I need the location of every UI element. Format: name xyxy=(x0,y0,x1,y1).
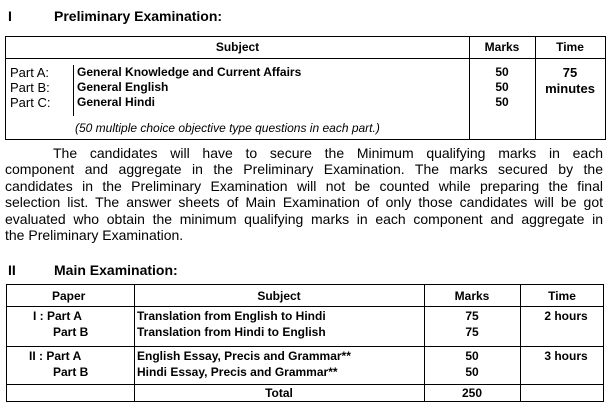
part-c-marks: 50 xyxy=(495,95,509,109)
main-exam-table xyxy=(6,284,604,402)
paper-2-subject-a: English Essay, Precis and Grammar** xyxy=(137,349,351,363)
paragraph-line: evaluated who obtain the minimum qualifying marks in each component and aggregate in xyxy=(5,210,603,227)
header-marks: Marks xyxy=(484,40,520,54)
paper-2-part-a: II : Part A xyxy=(29,349,82,363)
preliminary-exam-table xyxy=(5,36,606,140)
table-divider xyxy=(7,346,603,347)
part-c-subject: General Hindi xyxy=(77,95,156,109)
paragraph-line: the Preliminary Examination. xyxy=(5,227,184,244)
table-note: (50 multiple choice objective type questions in each part.) xyxy=(75,121,380,135)
header-subject: Subject xyxy=(257,289,301,303)
eligibility-paragraph xyxy=(5,145,603,243)
part-a-marks: 50 xyxy=(495,65,509,79)
time-value: 75 xyxy=(562,65,578,80)
paper-2-part-b: Part B xyxy=(53,365,89,379)
header-subject: Subject xyxy=(215,40,260,54)
section-1-title: Preliminary Examination: xyxy=(54,8,223,24)
total-value: 250 xyxy=(461,386,483,400)
section-2-numeral: II xyxy=(8,262,16,278)
paragraph-line: component and aggregate in the Preliminary Examination. The marks secured by the xyxy=(5,161,603,178)
paper-2-time: 3 hours xyxy=(544,349,588,363)
paper-2-subject-b: Hindi Essay, Precis and Grammar** xyxy=(137,365,338,379)
total-label: Total xyxy=(265,386,293,400)
part-b-label: Part B: xyxy=(10,80,50,95)
paper-1-marks-b: 75 xyxy=(465,325,479,339)
time-unit: minutes xyxy=(545,81,595,96)
paragraph-line: selection list. The answer sheets of Main Examination of only those candidates will be got xyxy=(5,194,603,211)
table-divider xyxy=(7,306,603,307)
section-1-numeral: I xyxy=(8,8,12,24)
paper-2-marks-a: 50 xyxy=(465,349,479,363)
part-b-subject: General English xyxy=(77,80,169,94)
header-time: Time xyxy=(556,40,584,54)
paper-1-marks-a: 75 xyxy=(465,309,479,323)
paper-1-time: 2 hours xyxy=(544,309,588,323)
header-marks: Marks xyxy=(454,289,490,303)
paragraph-line: The candidates will have to secure the Minimum qualifying marks in each xyxy=(53,145,603,161)
part-a-subject: General Knowledge and Current Affairs xyxy=(77,65,302,79)
part-a-label: Part A: xyxy=(10,65,50,80)
part-c-label: Part C: xyxy=(10,95,51,110)
part-b-marks: 50 xyxy=(495,80,509,94)
table-divider xyxy=(73,65,74,116)
table-divider xyxy=(7,384,603,385)
paper-1-subject-a: Translation from English to Hindi xyxy=(137,309,326,323)
header-time: Time xyxy=(548,289,576,303)
paper-1-subject-b: Translation from Hindi to English xyxy=(137,325,326,339)
paper-2-marks-b: 50 xyxy=(465,365,479,379)
paragraph-line: candidates in the Preliminary Examination will not be counted while preparing the final xyxy=(5,177,603,194)
section-2-title: Main Examination: xyxy=(54,262,178,278)
paper-1-part-a: I : Part A xyxy=(33,309,82,323)
paper-1-part-b: Part B xyxy=(53,325,89,339)
table-divider xyxy=(6,58,605,59)
header-paper: Paper xyxy=(52,289,86,303)
